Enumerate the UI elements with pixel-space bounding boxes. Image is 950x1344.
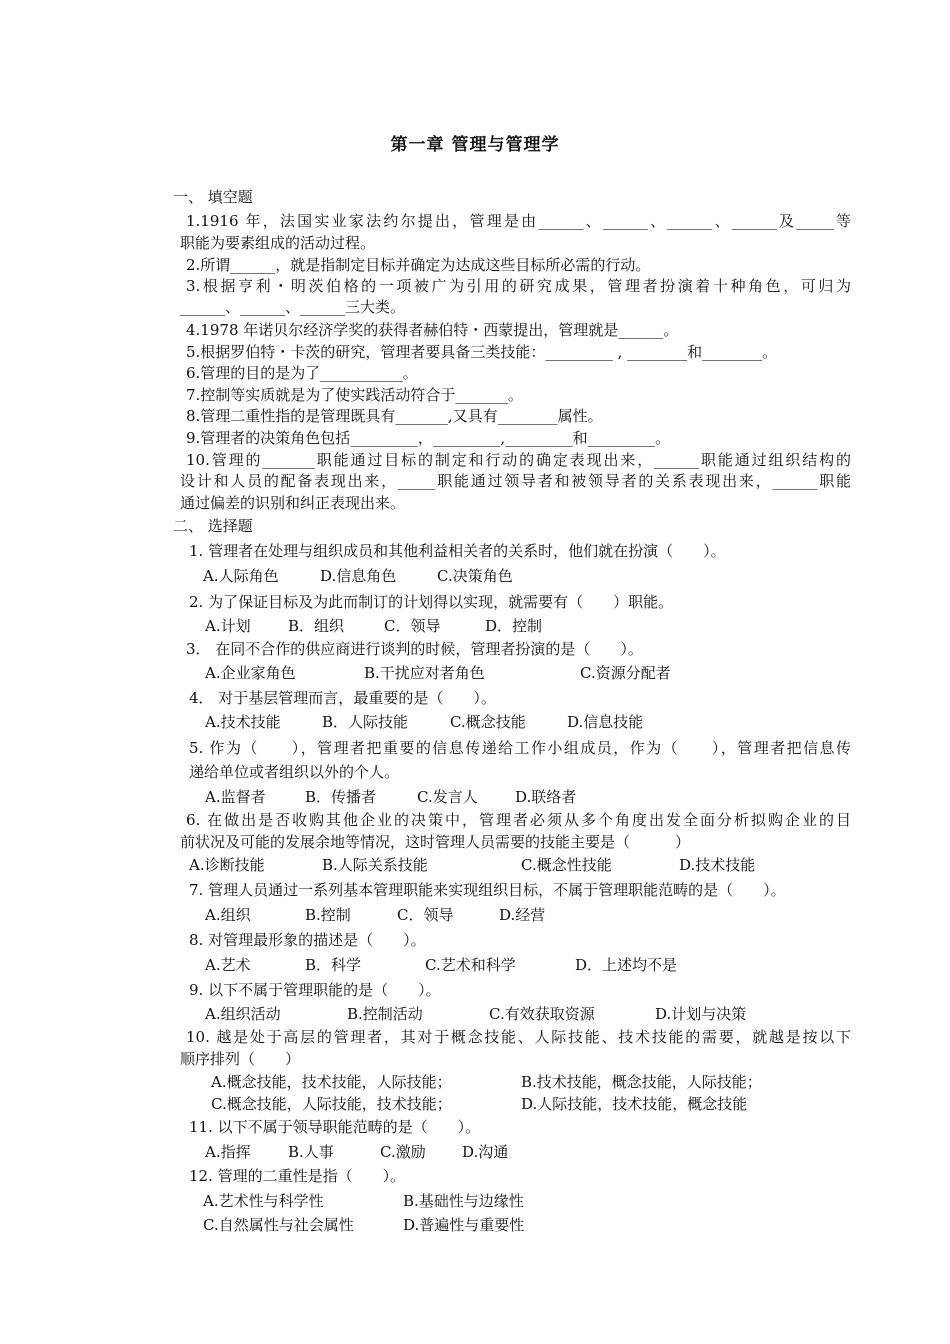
- option: D．上述均不是: [575, 956, 678, 974]
- question-7: 7. 管理人员通过一系列基本管理职能来实现组织目标，不属于管理职能范畴的是（ ）。: [189, 881, 786, 899]
- fill-blank-line: 职能为要素组成的活动过程。: [180, 234, 376, 252]
- question-5: 5. 作为（ ），管理者把重要的信息传递给工作小组成员，作为（ ），管理者把信息传: [189, 739, 851, 757]
- question-11: 11. 以下不属于领导职能范畴的是（ ）。: [189, 1118, 481, 1136]
- fill-blank-line: 1.1916 年，法国实业家法约尔提出，管理是由______、______、______、______及_____等: [186, 212, 851, 230]
- question-9: 9. 以下不属于管理职能的是（ ）。: [189, 981, 441, 999]
- option: D．控制: [485, 617, 543, 635]
- fill-blank-line: 5.根据罗伯特・卡茨的研究，管理者要具备三类技能：_________ , ________和________。: [186, 343, 778, 361]
- option: D.信息技能: [567, 713, 644, 731]
- option: A.技术技能: [205, 713, 281, 731]
- option: B．传播者: [305, 788, 377, 806]
- option: D.普遍性与重要性: [403, 1216, 525, 1234]
- fill-blank-line: 设计和人员的配备表现出来，_____职能通过领导者和被领导者的关系表现出来，______职能: [180, 472, 851, 490]
- option: A.概念技能，技术技能，人际技能；: [211, 1073, 452, 1091]
- option: C.有效获取资源: [489, 1005, 595, 1023]
- fill-blank-line: 9.管理者的决策角色包括_________，_________,_________和_________。: [186, 429, 671, 447]
- fill-blank-line: 4.1978 年诺贝尔经济学奖的获得者赫伯特・西蒙提出，管理就是______。: [186, 321, 679, 339]
- fill-blank-line: 3.根据亨利・明茨伯格的一项被广为引用的研究成果，管理者扮演着十种角色，可归为: [186, 277, 851, 295]
- option: B．组织: [288, 617, 345, 635]
- question-10-continued: 顺序排列（ ）: [180, 1050, 301, 1068]
- option: A.艺术性与科学性: [203, 1192, 324, 1210]
- question-6: 6. 在做出是否收购其他企业的决策中，管理者必须从多个角度出发全面分析拟购企业的目: [186, 811, 851, 829]
- chapter-title: 第一章 管理与管理学: [390, 135, 560, 155]
- question-10: 10. 越是处于高层的管理者，其对于概念技能、人际技能、技术技能的需要，就越是按以下: [186, 1028, 851, 1046]
- question-12: 12. 管理的二重性是指（ ）。: [189, 1167, 406, 1185]
- option: D.信息角色: [320, 567, 397, 585]
- option: B.基础性与边缘性: [403, 1192, 524, 1210]
- option: C.资源分配者: [580, 664, 671, 682]
- option: A.艺术: [205, 956, 251, 974]
- fill-blank-line: ______、______、______三大类。: [180, 298, 406, 316]
- question-3: 3． 在同不合作的供应商进行谈判的时候，管理者扮演的是（ ）。: [186, 640, 643, 658]
- option: C.艺术和科学: [425, 956, 516, 974]
- question-2: 2. 为了保证目标及为此而制订的计划得以实现，就需要有（ ）职能。: [189, 593, 674, 611]
- option: A.计划: [205, 617, 251, 635]
- question-8: 8. 对管理最形象的描述是（ ）。: [189, 931, 426, 949]
- option: D.人际技能，技术技能，概念技能: [521, 1095, 748, 1113]
- fill-blank-line: 10.管理的_______职能通过目标的制定和行动的确定表现出来，______职能通过组织结构的: [186, 451, 851, 469]
- fill-blank-line: 2.所谓______，就是指制定目标并确定为达成这些目标所必需的行动。: [186, 256, 651, 274]
- option: D.联络者: [515, 788, 577, 806]
- option: B．科学: [305, 956, 362, 974]
- option: B.技术技能，概念技能，人际技能；: [521, 1073, 762, 1091]
- option: B.控制: [305, 906, 351, 924]
- option: D.经营: [499, 906, 546, 924]
- option: A.诊断技能: [189, 856, 265, 874]
- option: A.监督者: [205, 788, 266, 806]
- option: B.人事: [288, 1143, 334, 1161]
- question-1: 1. 管理者在处理与组织成员和其他利益相关者的关系时，他们就在扮演（ ）。: [189, 542, 726, 560]
- option: A.组织: [205, 906, 251, 924]
- section-heading-fill-blank: 一、 填空题: [173, 188, 253, 206]
- option: C．领导: [397, 906, 454, 924]
- fill-blank-line: 6.管理的目的是为了___________。: [186, 364, 418, 382]
- option: C.激励: [380, 1143, 426, 1161]
- option: A.组织活动: [205, 1005, 281, 1023]
- fill-blank-line: 8.管理二重性指的是管理既具有_______,又具有________属性。: [186, 407, 603, 425]
- option: B.人际关系技能: [322, 856, 428, 874]
- option: B.控制活动: [347, 1005, 423, 1023]
- option: C．领导: [384, 617, 441, 635]
- option: C.概念技能，人际技能，技术技能；: [211, 1095, 452, 1113]
- option: C.概念性技能: [521, 856, 612, 874]
- option: A.人际角色: [203, 567, 279, 585]
- option: D.沟通: [462, 1143, 509, 1161]
- option: C.决策角色: [437, 567, 513, 585]
- fill-blank-line: 7.控制等实质就是为了使实践活动符合于_______。: [186, 386, 523, 404]
- question-6-continued: 前状况及可能的发展余地等情况，这时管理人员需要的技能主要是（ ）: [180, 833, 691, 851]
- option: D.计划与决策: [655, 1005, 747, 1023]
- option: C.自然属性与社会属性: [203, 1216, 354, 1234]
- option: A.指挥: [205, 1143, 251, 1161]
- option: C.概念技能: [450, 713, 526, 731]
- section-heading-multiple-choice: 二、 选择题: [173, 517, 253, 535]
- option: C.发言人: [417, 788, 478, 806]
- option: B.干扰应对者角色: [364, 664, 485, 682]
- fill-blank-line: 通过偏差的识别和纠正表现出来。: [180, 494, 406, 512]
- option: D.技术技能: [679, 856, 756, 874]
- question-4: 4． 对于基层管理而言，最重要的是（ ）。: [189, 689, 496, 707]
- option: A.企业家角色: [205, 664, 296, 682]
- question-5-continued: 递给单位或者组织以外的个人。: [189, 763, 400, 781]
- option: B．人际技能: [322, 713, 409, 731]
